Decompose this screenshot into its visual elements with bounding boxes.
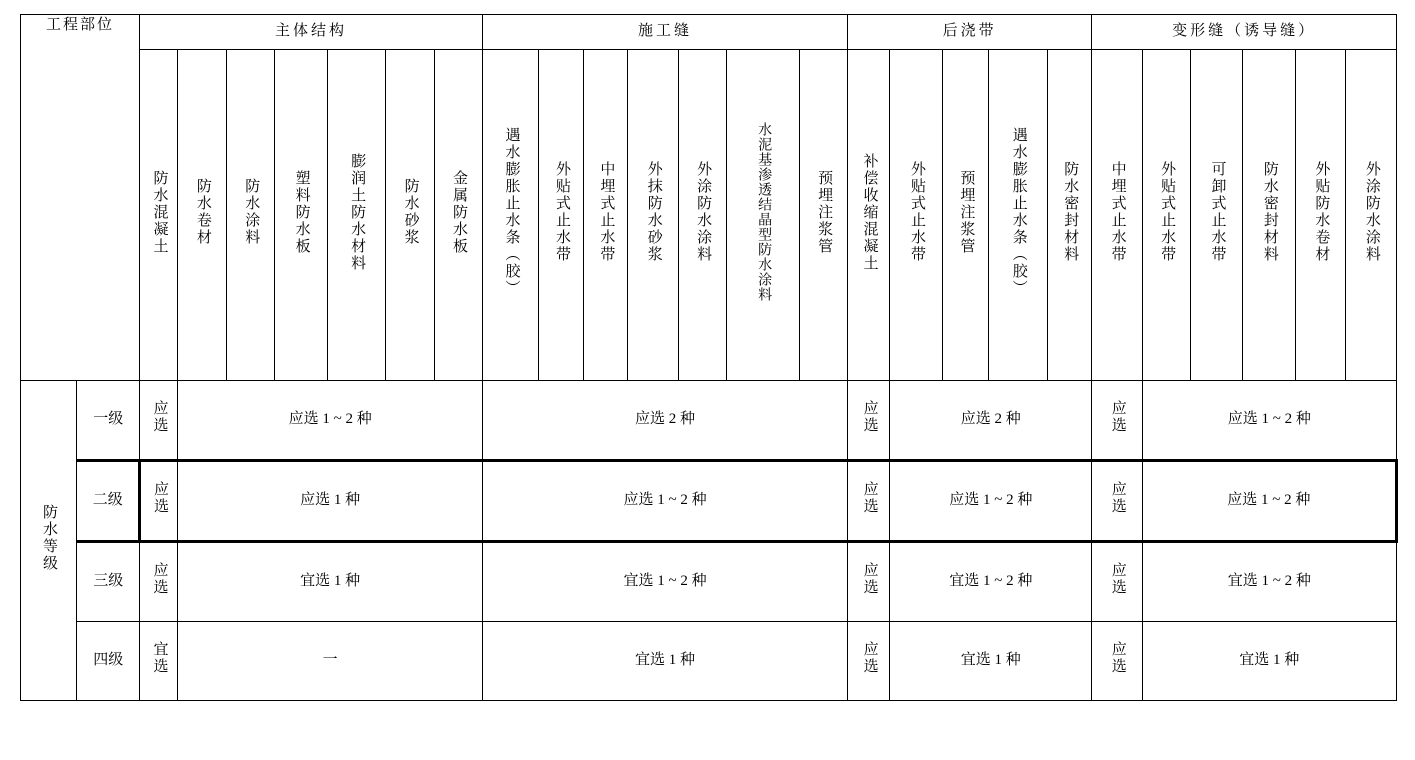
measure-header-7: 遇水膨胀止水条（胶） xyxy=(482,50,538,381)
measure-header-6: 金属防水板 xyxy=(434,50,482,381)
grade-level-label: 三级 xyxy=(77,542,140,622)
cell-joint: 宜选 1 ~ 2 种 xyxy=(482,542,847,622)
cell-post-concrete: 应选 xyxy=(848,381,890,461)
cell-main-rest: 一 xyxy=(178,622,483,701)
grade-level-label: 四级 xyxy=(77,622,140,701)
measure-header-row xyxy=(21,50,1397,381)
table-row-grade-3 xyxy=(21,542,1397,622)
cell-main-concrete: 宜选 xyxy=(140,622,178,701)
measure-header-18: 防水密封材料 xyxy=(1047,50,1091,381)
cell-main-concrete: 应选 xyxy=(140,381,178,461)
table-row-grade-1 xyxy=(21,381,1397,461)
measure-header-9: 中埋式止水带 xyxy=(583,50,627,381)
cell-post-concrete: 应选 xyxy=(848,542,890,622)
table-row-grade-4 xyxy=(21,622,1397,701)
cell-deform-rest: 应选 1 ~ 2 种 xyxy=(1142,381,1396,461)
cell-joint: 应选 2 种 xyxy=(482,381,847,461)
cell-main-concrete: 应选 xyxy=(140,542,178,622)
table-row-grade-2 xyxy=(21,461,1397,542)
measure-header-17: 遇水膨胀止水条（胶） xyxy=(989,50,1048,381)
cell-main-rest: 宜选 1 种 xyxy=(178,542,483,622)
measure-header-13: 预埋注浆管 xyxy=(799,50,847,381)
cell-deform-rest: 应选 1 ~ 2 种 xyxy=(1142,461,1396,542)
cell-post-concrete: 应选 xyxy=(848,622,890,701)
cell-post-rest: 宜选 1 ~ 2 种 xyxy=(890,542,1092,622)
section-header-deformation-joint: 变形缝（诱导缝） xyxy=(1092,15,1397,50)
cell-post-concrete: 应选 xyxy=(848,461,890,542)
grade-level-label: 二级 xyxy=(77,461,140,542)
cell-post-rest: 宜选 1 种 xyxy=(890,622,1092,701)
cell-post-rest: 应选 1 ~ 2 种 xyxy=(890,461,1092,542)
measure-header-0: 防水混凝土 xyxy=(140,50,178,381)
measure-header-10: 外抹防水砂浆 xyxy=(628,50,678,381)
cell-main-concrete: 应选 xyxy=(140,461,178,542)
cell-deform-first: 应选 xyxy=(1092,542,1142,622)
cell-deform-first: 应选 xyxy=(1092,381,1142,461)
measure-header-22: 防水密封材料 xyxy=(1243,50,1295,381)
waterproofing-measures-table xyxy=(20,14,1398,701)
section-header-row xyxy=(21,15,1397,50)
measure-header-11: 外涂防水涂料 xyxy=(678,50,726,381)
measure-header-20: 外贴式止水带 xyxy=(1142,50,1190,381)
measure-header-16: 预埋注浆管 xyxy=(942,50,988,381)
grade-level-label: 一级 xyxy=(77,381,140,461)
corner-label: 工程部位 xyxy=(46,17,115,33)
cell-joint: 宜选 1 种 xyxy=(482,622,847,701)
cell-post-rest: 应选 2 种 xyxy=(890,381,1092,461)
section-header-post-cast-strip: 后浇带 xyxy=(848,15,1092,50)
measure-header-4: 膨润土防水材料 xyxy=(327,50,386,381)
measure-header-12: 水泥基渗透结晶型防水涂料 xyxy=(727,50,800,381)
measure-header-21: 可卸式止水带 xyxy=(1190,50,1242,381)
cell-deform-rest: 宜选 1 ~ 2 种 xyxy=(1142,542,1396,622)
measure-header-5: 防水砂浆 xyxy=(386,50,434,381)
corner-measure-header xyxy=(21,15,140,381)
measure-header-19: 中埋式止水带 xyxy=(1092,50,1142,381)
cell-joint: 应选 1 ~ 2 种 xyxy=(482,461,847,542)
measure-header-3: 塑料防水板 xyxy=(275,50,327,381)
cell-deform-rest: 宜选 1 种 xyxy=(1142,622,1396,701)
measure-header-2: 防水涂料 xyxy=(226,50,274,381)
measure-header-24: 外涂防水涂料 xyxy=(1346,50,1397,381)
section-header-construction-joint: 施工缝 xyxy=(482,15,847,50)
cell-deform-first: 应选 xyxy=(1092,461,1142,542)
measure-header-8: 外贴式止水带 xyxy=(539,50,583,381)
measure-header-15: 外贴式止水带 xyxy=(890,50,942,381)
cell-main-rest: 应选 1 种 xyxy=(178,461,483,542)
cell-deform-first: 应选 xyxy=(1092,622,1142,701)
grade-row-header: 防水等级 xyxy=(21,381,77,701)
document-page xyxy=(0,14,1415,760)
measure-header-14: 补偿收缩混凝土 xyxy=(848,50,890,381)
cell-main-rest: 应选 1 ~ 2 种 xyxy=(178,381,483,461)
measure-header-23: 外贴防水卷材 xyxy=(1295,50,1345,381)
section-header-main-structure: 主体结构 xyxy=(140,15,483,50)
measure-header-1: 防水卷材 xyxy=(178,50,226,381)
